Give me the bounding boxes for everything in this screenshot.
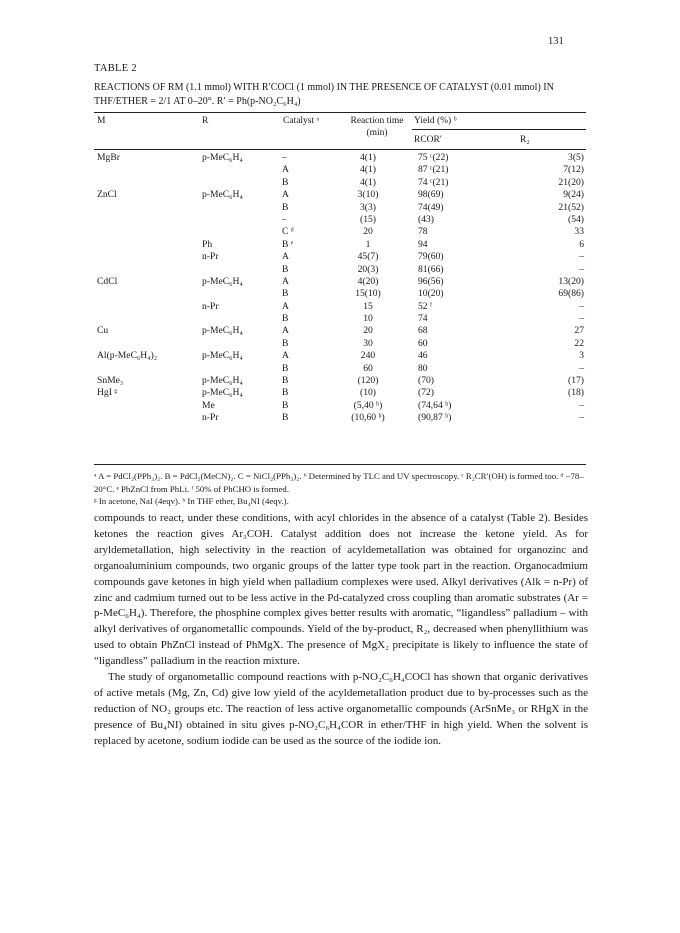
cell-yield-r2: –	[579, 263, 584, 275]
table-row	[0, 412, 680, 424]
table-top-rule	[94, 112, 586, 113]
cell-reaction-time: 240	[360, 350, 376, 362]
cell-catalyst: B	[282, 375, 289, 387]
table-row	[0, 214, 680, 226]
cell-reaction-time: 45(7)	[357, 251, 379, 263]
cell-r-group: Ph	[202, 238, 213, 250]
footnote-line: ᵃ A = PdCl₂(PPh₃)₂. B = PdCl₂(MeCN)₂. C = NiCl₂(PPh₃)₂. ᵇ Determined by TLC and UV spectroscopy. ᶜ R₂CR′(OH) is formed too. ᵈ −78–20°C. ᵉ PhZnCl from PhLi. ᶠ 50% of PhCHO is formed.	[94, 471, 584, 494]
cell-yield-rcor: (74,64 ʰ)	[418, 399, 452, 411]
cell-catalyst: A	[282, 350, 289, 362]
table-row	[0, 189, 680, 201]
cell-yield-rcor: (72)	[418, 387, 434, 399]
cell-yield-r2: 13(20)	[558, 275, 584, 287]
header-rcor: RCOR′	[414, 135, 442, 145]
cell-yield-r2: (17)	[568, 375, 584, 387]
cell-yield-rcor: 68	[418, 325, 428, 337]
cell-catalyst: B	[282, 288, 289, 300]
cell-yield-rcor: (43)	[418, 213, 434, 225]
cell-metal: Al(p-MeC₆H₄)₂	[97, 350, 158, 362]
cell-yield-r2: –	[579, 399, 584, 411]
cell-yield-rcor: 74 ᶜ(21)	[418, 176, 449, 188]
cell-r-group: p-MeC₆H₄	[202, 275, 243, 287]
table-row	[0, 226, 680, 238]
table-row	[0, 239, 680, 251]
cell-yield-rcor: 81(66)	[418, 263, 444, 275]
cell-r-group: Me	[202, 399, 215, 411]
cell-yield-r2: 3(5)	[568, 152, 584, 163]
cell-catalyst: A	[282, 325, 289, 337]
table-row	[0, 363, 680, 375]
cell-yield-rcor: 79(60)	[418, 251, 444, 263]
table-label: TABLE 2	[94, 63, 137, 74]
header-r2: R₂	[520, 135, 530, 145]
header-reaction-time: Reaction time (min)	[350, 116, 404, 138]
cell-yield-rcor: 94	[418, 238, 428, 250]
cell-yield-r2: –	[579, 251, 584, 263]
cell-yield-rcor: 74	[418, 313, 428, 325]
paragraph: The study of organometallic compound reactions with p-NO₂C₆H₄COCl has shown that organic derivatives of active metals (Mg, Zn, Cd) give low yield of the acyldemetallation product due to by-processes such as the reduction of NO₂ groups etc. The reaction of less active organometallic compounds (ArSnMe₃ or RHgX in the presence of Bu₄NI) obtained in situ gives p-NO₂C₆H₄COR in ether/THF in high yield. When the solvent is replaced by acetone, sodium iodide can be used as the source of the iodide ion.	[94, 671, 588, 747]
cell-yield-r2: –	[579, 412, 584, 424]
table-row	[0, 177, 680, 189]
cell-r-group: p-MeC₆H₄	[202, 152, 243, 163]
table-row	[0, 276, 680, 288]
table-row	[0, 264, 680, 276]
cell-r-group: n-Pr	[202, 300, 219, 312]
table-row	[0, 325, 680, 337]
cell-yield-rcor: 87 ᶜ(21)	[418, 164, 449, 176]
cell-reaction-time: 10	[363, 313, 373, 325]
cell-r-group: p-MeC₆H₄	[202, 375, 243, 387]
page-number: 131	[548, 36, 564, 47]
cell-catalyst: B	[282, 201, 289, 213]
cell-reaction-time: 15	[363, 300, 373, 312]
body-text	[94, 511, 588, 750]
cell-metal: HgI ᵍ	[97, 387, 118, 399]
cell-yield-rcor: (70)	[418, 375, 434, 387]
cell-reaction-time: 4(1)	[360, 152, 376, 163]
cell-catalyst: C ᵈ	[282, 226, 294, 238]
cell-yield-rcor: 74(49)	[418, 201, 444, 213]
cell-catalyst: A	[282, 251, 289, 263]
cell-metal: Cu	[97, 325, 109, 337]
table-row	[0, 338, 680, 350]
cell-yield-rcor: 75 ᶜ(22)	[418, 152, 449, 163]
table-bottom-rule	[94, 464, 586, 465]
table-row	[0, 400, 680, 412]
cell-reaction-time: (5,40 ʰ)	[353, 399, 383, 411]
cell-catalyst: B	[282, 263, 289, 275]
cell-yield-r2: –	[579, 362, 584, 374]
cell-yield-r2: 22	[574, 337, 584, 349]
cell-yield-r2: –	[579, 313, 584, 325]
footnote-line: ᵍ In acetone, NaI (4eqv). ʰ In THF ether, Bu₄NI (4eqv.).	[94, 496, 289, 506]
cell-reaction-time: 20(3)	[357, 263, 379, 275]
cell-catalyst: B	[282, 362, 289, 374]
cell-catalyst: B	[282, 387, 289, 399]
table-row	[0, 350, 680, 362]
header-r: R	[202, 116, 209, 126]
cell-yield-r2: 3	[579, 350, 584, 362]
table-row	[0, 202, 680, 214]
cell-yield-rcor: (90,87 ʰ)	[418, 412, 452, 424]
cell-catalyst: –	[282, 213, 287, 225]
cell-yield-r2: 9(24)	[563, 189, 584, 201]
cell-yield-rcor: 10(20)	[418, 288, 444, 300]
cell-catalyst: A	[282, 189, 289, 201]
cell-reaction-time: (10)	[360, 387, 376, 399]
cell-reaction-time: (120)	[357, 375, 379, 387]
cell-yield-rcor: 78	[418, 226, 428, 238]
header-yield: Yield (%) ᵇ	[414, 116, 457, 126]
cell-metal: ZnCl	[97, 189, 117, 201]
cell-yield-rcor: 96(56)	[418, 275, 444, 287]
cell-catalyst: B	[282, 399, 289, 411]
cell-yield-rcor: 46	[418, 350, 428, 362]
paragraph: compounds to react, under these conditions, with acyl chlorides in the absence of a catalyst (Table 2). Besides ketones the reaction gives Ar₃COH. Catalyst addition does not increase the ketone yield. As for aryldemetallation, high selectivity in the reaction of acyldemetallation was obtained for organozinc and organoaluminium compounds, two organic groups of the latter type took part in the reaction. Organocadmium compounds gave ketones in high yield when palladium complexes were used. Alkyl derivatives (Alk = n-Pr) of zinc and cadmium turned out to be less active in the Pd-catalyzed cross coupling than aromatic substrates (Ar = p-MeC₆H₄). Therefore, the phosphine complex gives better results with aromatic, “ligandless” palladium – with alkyl derivatives of organometallic compounds. Yield of the by-product, R₂, decreased when phenyllithium was used to obtain PhZnCl instead of PhMgX. The presence of MgX₂ precipitate is likely to influence the state of “ligandless” palladium in the reaction mixture.	[94, 512, 588, 668]
cell-catalyst: B	[282, 176, 289, 188]
table-row	[0, 375, 680, 387]
cell-r-group: n-Pr	[202, 251, 219, 263]
cell-reaction-time: 60	[363, 362, 373, 374]
cell-yield-r2: 21(20)	[558, 176, 584, 188]
cell-catalyst: B ᵉ	[282, 238, 294, 250]
cell-yield-rcor: 60	[418, 337, 428, 349]
cell-reaction-time: 4(1)	[360, 164, 376, 176]
cell-yield-rcor: 98(69)	[418, 189, 444, 201]
yield-subrule	[412, 129, 586, 130]
cell-reaction-time: 20	[363, 325, 373, 337]
table-header-rule	[94, 149, 586, 150]
cell-r-group: p-MeC₆H₄	[202, 325, 243, 337]
cell-reaction-time: 4(1)	[360, 176, 376, 188]
header-m: M	[97, 116, 106, 126]
table-body	[0, 152, 680, 425]
cell-yield-r2: 33	[574, 226, 584, 238]
table-row	[0, 164, 680, 176]
cell-reaction-time: 20	[363, 226, 373, 238]
cell-r-group: p-MeC₆H₄	[202, 350, 243, 362]
cell-metal: MgBr	[97, 152, 120, 163]
cell-yield-r2: 21(52)	[558, 201, 584, 213]
cell-catalyst: B	[282, 313, 289, 325]
cell-r-group: p-MeC₆H₄	[202, 189, 243, 201]
cell-reaction-time: 1	[365, 238, 371, 250]
cell-reaction-time: 3(3)	[360, 201, 376, 213]
cell-catalyst: A	[282, 164, 289, 176]
cell-reaction-time: (10,60 ʰ)	[351, 412, 385, 424]
cell-yield-r2: 7(12)	[563, 164, 584, 176]
cell-metal: CdCl	[97, 275, 118, 287]
cell-r-group: p-MeC₆H₄	[202, 387, 243, 399]
table-row	[0, 152, 680, 164]
cell-reaction-time: 3(10)	[357, 189, 379, 201]
cell-yield-r2: (54)	[568, 213, 584, 225]
cell-yield-r2: (18)	[568, 387, 584, 399]
cell-yield-rcor: 52 ᶠ	[418, 300, 432, 312]
table-row	[0, 288, 680, 300]
cell-catalyst: A	[282, 275, 289, 287]
table-row	[0, 301, 680, 313]
table-row	[0, 387, 680, 399]
cell-reaction-time: 15(10)	[355, 288, 381, 300]
table-row	[0, 313, 680, 325]
table-caption: REACTIONS OF RM (1.1 mmol) WITH R′COCl (1 mmol) IN THE PRESENCE OF CATALYST (0.01 mmol) IN THF/ETHER = 2/1 AT 0–20°. R′ = Ph(p-NO₂C₆H₄)	[94, 82, 554, 107]
cell-metal: SnMe₃	[97, 375, 124, 387]
cell-yield-rcor: 80	[418, 362, 428, 374]
cell-reaction-time: 30	[363, 337, 373, 349]
cell-yield-r2: 27	[574, 325, 584, 337]
cell-r-group: n-Pr	[202, 412, 219, 424]
cell-reaction-time: (15)	[360, 213, 376, 225]
header-catalyst: Catalyst ᵃ	[283, 116, 320, 126]
cell-yield-r2: 6	[579, 238, 584, 250]
table-footnotes	[94, 470, 588, 508]
table-row	[0, 251, 680, 263]
cell-catalyst: A	[282, 300, 289, 312]
cell-catalyst: B	[282, 412, 289, 424]
cell-yield-r2: –	[579, 300, 584, 312]
cell-catalyst: –	[282, 152, 287, 163]
cell-catalyst: B	[282, 337, 289, 349]
cell-reaction-time: 4(20)	[357, 275, 379, 287]
cell-yield-r2: 69(86)	[558, 288, 584, 300]
